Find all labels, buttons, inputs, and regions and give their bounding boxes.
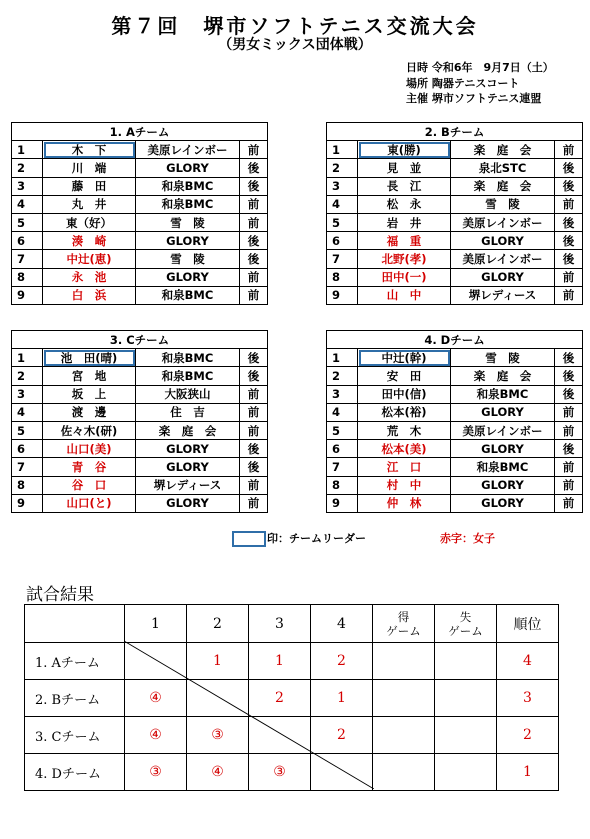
player-number: 9 [12, 494, 43, 512]
player-number: 9 [327, 494, 358, 512]
player-number: 7 [12, 250, 43, 268]
score-vs-4: 2 [311, 643, 373, 680]
player-number: 4 [327, 195, 358, 213]
player-club: 美原レインボー [451, 250, 555, 268]
player-club: 和泉BMC [451, 458, 555, 476]
score-vs-2: ③ [187, 717, 249, 754]
col-header-1: 1 [125, 605, 187, 643]
player-row [327, 286, 583, 304]
score-vs-3: ③ [249, 754, 311, 791]
player-number: 6 [12, 440, 43, 458]
player-club: GLORY [451, 403, 555, 421]
team-name: 3. Cチーム [12, 331, 268, 349]
rank: 1 [497, 754, 559, 791]
player-number: 5 [12, 213, 43, 231]
player-number: 7 [12, 458, 43, 476]
player-number: 8 [327, 268, 358, 286]
player-club: 美原レインボー [451, 421, 555, 439]
player-number: 3 [327, 177, 358, 195]
player-position: 後 [555, 367, 583, 385]
player-number: 7 [327, 458, 358, 476]
player-number: 3 [12, 385, 43, 403]
player-position: 前 [555, 476, 583, 494]
player-name: 松 永 [358, 195, 451, 213]
player-position: 後 [240, 440, 268, 458]
player-position: 前 [555, 268, 583, 286]
player-number: 6 [327, 440, 358, 458]
player-position: 後 [555, 250, 583, 268]
player-number: 8 [327, 476, 358, 494]
player-position: 前 [240, 268, 268, 286]
player-club: GLORY [136, 494, 240, 512]
team-name: 4. Dチーム [327, 331, 583, 349]
player-name: 田中(一) [358, 268, 451, 286]
player-name: 青 谷 [43, 458, 136, 476]
player-club: GLORY [136, 159, 240, 177]
player-number: 2 [327, 159, 358, 177]
player-row [12, 232, 268, 250]
leader-legend-text: 印：チームリーダー [267, 532, 366, 545]
player-position: 後 [555, 385, 583, 403]
games-won [373, 717, 435, 754]
player-name: 渡 邊 [43, 403, 136, 421]
player-club: GLORY [136, 440, 240, 458]
row-team: 3. Cチーム [25, 717, 125, 754]
player-club: 大阪狭山 [136, 385, 240, 403]
page-title: 第７回 堺市ソフトテニス交流大会 [111, 14, 479, 38]
player-position: 前 [240, 213, 268, 231]
score-vs-2: 1 [187, 643, 249, 680]
player-name: 長 江 [358, 177, 451, 195]
player-club: 和泉BMC [451, 385, 555, 403]
player-row [12, 159, 268, 177]
player-club: 堺レディース [451, 286, 555, 304]
player-club: GLORY [136, 458, 240, 476]
player-row [327, 458, 583, 476]
player-name: 岩 井 [358, 213, 451, 231]
player-club: GLORY [136, 232, 240, 250]
player-club: 和泉BMC [136, 177, 240, 195]
diagonal-line [124, 641, 374, 789]
player-name: 安 田 [358, 367, 451, 385]
player-row [327, 440, 583, 458]
player-name: 川 端 [43, 159, 136, 177]
player-number: 5 [12, 421, 43, 439]
team-table-3 [11, 330, 268, 513]
player-club: 雪 陵 [451, 349, 555, 367]
player-row [12, 141, 268, 159]
player-name: 谷 口 [43, 476, 136, 494]
player-row [327, 349, 583, 367]
player-name: 永 池 [43, 268, 136, 286]
player-number: 5 [327, 421, 358, 439]
player-number: 5 [327, 213, 358, 231]
player-row [12, 494, 268, 512]
row-team: 4. Dチーム [25, 754, 125, 791]
player-row [12, 349, 268, 367]
player-row [12, 195, 268, 213]
games-lost [435, 643, 497, 680]
player-name: 藤 田 [43, 177, 136, 195]
player-row [12, 250, 268, 268]
games-lost [435, 754, 497, 791]
player-row [12, 476, 268, 494]
player-position: 前 [240, 494, 268, 512]
player-row [12, 385, 268, 403]
player-position: 前 [555, 458, 583, 476]
player-name: 松本(美) [358, 440, 451, 458]
team-name: 1. Aチーム [12, 123, 268, 141]
player-club: GLORY [451, 494, 555, 512]
player-row [12, 440, 268, 458]
event-organizer: 主催 堺市ソフトテニス連盟 [406, 92, 542, 105]
player-number: 9 [12, 286, 43, 304]
player-number: 6 [327, 232, 358, 250]
player-row [327, 195, 583, 213]
player-club: 美原レインボー [136, 141, 240, 159]
player-name: 江 口 [358, 458, 451, 476]
player-position: 前 [555, 195, 583, 213]
score-vs-4: 1 [311, 680, 373, 717]
games-won [373, 680, 435, 717]
player-club: 和泉BMC [136, 367, 240, 385]
player-position: 後 [240, 458, 268, 476]
player-row [327, 268, 583, 286]
player-position: 後 [240, 177, 268, 195]
player-name: 山口(美) [43, 440, 136, 458]
player-row [12, 213, 268, 231]
win-header-line1: 得 [397, 609, 410, 624]
player-club: 和泉BMC [136, 349, 240, 367]
team-name: 2. Bチーム [327, 123, 583, 141]
games-won [373, 754, 435, 791]
player-position: 前 [555, 421, 583, 439]
player-row [327, 177, 583, 195]
team-table-1 [11, 122, 268, 305]
player-number: 6 [12, 232, 43, 250]
team-table-4 [326, 330, 583, 513]
player-club: 楽 庭 会 [451, 177, 555, 195]
score-vs-1: ④ [125, 717, 187, 754]
player-row [327, 403, 583, 421]
player-club: 雪 陵 [136, 250, 240, 268]
col-header-4: 4 [311, 605, 373, 643]
player-row [327, 476, 583, 494]
player-club: 堺レディース [136, 476, 240, 494]
player-position: 後 [555, 349, 583, 367]
player-number: 2 [327, 367, 358, 385]
player-name: 丸 井 [43, 195, 136, 213]
player-club: GLORY [136, 268, 240, 286]
col-header-loss [435, 605, 497, 643]
player-name: 中辻(幹) [358, 349, 451, 367]
player-row [327, 367, 583, 385]
player-row [327, 159, 583, 177]
player-number: 4 [12, 195, 43, 213]
player-number: 8 [12, 476, 43, 494]
results-corner [25, 605, 125, 643]
player-position: 後 [555, 232, 583, 250]
player-position: 前 [240, 385, 268, 403]
player-number: 1 [327, 349, 358, 367]
score-vs-3: 2 [249, 680, 311, 717]
player-row [12, 177, 268, 195]
player-name: 中辻(恵) [43, 250, 136, 268]
player-row [12, 268, 268, 286]
player-name: 東(勝) [358, 141, 451, 159]
player-number: 1 [12, 349, 43, 367]
player-row [327, 232, 583, 250]
event-info [406, 60, 554, 107]
player-position: 前 [555, 286, 583, 304]
player-club: 雪 陵 [136, 213, 240, 231]
rank: 2 [497, 717, 559, 754]
player-position: 後 [240, 159, 268, 177]
female-legend-text: 赤字：女子 [440, 532, 495, 545]
player-name: 福 重 [358, 232, 451, 250]
col-header-2: 2 [187, 605, 249, 643]
player-position: 前 [240, 195, 268, 213]
player-name: 村 中 [358, 476, 451, 494]
player-name: 佐々木(研) [43, 421, 136, 439]
player-club: 和泉BMC [136, 286, 240, 304]
player-club: 楽 庭 会 [136, 421, 240, 439]
player-club: 美原レインボー [451, 213, 555, 231]
player-name: 宮 地 [43, 367, 136, 385]
player-position: 後 [555, 213, 583, 231]
player-name: 山 中 [358, 286, 451, 304]
player-club: 楽 庭 会 [451, 367, 555, 385]
results-title: 試合結果 [26, 585, 94, 605]
player-name: 山口(と) [43, 494, 136, 512]
player-name: 木 下 [43, 141, 136, 159]
player-row [12, 367, 268, 385]
player-number: 8 [12, 268, 43, 286]
loss-header-line1: 失 [459, 609, 472, 624]
player-club: GLORY [451, 232, 555, 250]
player-name: 湊 崎 [43, 232, 136, 250]
player-club: 和泉BMC [136, 195, 240, 213]
score-vs-3: 1 [249, 643, 311, 680]
player-position: 後 [240, 232, 268, 250]
player-name: 池 田(晴) [43, 349, 136, 367]
player-row [327, 213, 583, 231]
player-club: 住 吉 [136, 403, 240, 421]
player-number: 2 [12, 367, 43, 385]
player-row [12, 421, 268, 439]
player-name: 坂 上 [43, 385, 136, 403]
player-number: 4 [327, 403, 358, 421]
player-number: 1 [12, 141, 43, 159]
player-club: GLORY [451, 440, 555, 458]
player-number: 3 [327, 385, 358, 403]
player-position: 前 [240, 421, 268, 439]
rank: 3 [497, 680, 559, 717]
player-position: 前 [240, 476, 268, 494]
event-date: 日時 令和6年 9月7日（土） [406, 61, 554, 74]
player-position: 後 [555, 177, 583, 195]
player-row [327, 250, 583, 268]
rank: 4 [497, 643, 559, 680]
loss-header-line2: ゲーム [448, 623, 483, 638]
player-position: 後 [555, 440, 583, 458]
player-position: 前 [240, 403, 268, 421]
player-row [327, 385, 583, 403]
row-team: 1. Aチーム [25, 643, 125, 680]
results-diagonal [124, 641, 374, 789]
page-subtitle: （男女ミックス団体戦） [218, 37, 372, 53]
col-header-rank: 順位 [497, 605, 559, 643]
player-position: 前 [555, 403, 583, 421]
player-name: 松本(裕) [358, 403, 451, 421]
player-name: 仲 林 [358, 494, 451, 512]
score-vs-2: ④ [187, 754, 249, 791]
player-club: GLORY [451, 476, 555, 494]
score-vs-4: 2 [311, 717, 373, 754]
games-won [373, 643, 435, 680]
player-position: 後 [240, 250, 268, 268]
player-club: 楽 庭 会 [451, 141, 555, 159]
player-number: 7 [327, 250, 358, 268]
player-row [327, 421, 583, 439]
games-lost [435, 680, 497, 717]
player-row [327, 494, 583, 512]
col-header-3: 3 [249, 605, 311, 643]
player-name: 白 浜 [43, 286, 136, 304]
player-row [12, 403, 268, 421]
player-name: 見 並 [358, 159, 451, 177]
player-name: 田中(信) [358, 385, 451, 403]
score-vs-1: ④ [125, 680, 187, 717]
player-position: 後 [555, 159, 583, 177]
player-position: 前 [555, 141, 583, 159]
player-name: 荒 木 [358, 421, 451, 439]
team-table-2 [326, 122, 583, 305]
player-position: 前 [240, 141, 268, 159]
player-position: 後 [240, 367, 268, 385]
score-vs-1: ③ [125, 754, 187, 791]
player-number: 3 [12, 177, 43, 195]
player-number: 2 [12, 159, 43, 177]
player-position: 前 [555, 494, 583, 512]
player-row [12, 286, 268, 304]
player-club: 雪 陵 [451, 195, 555, 213]
games-lost [435, 717, 497, 754]
player-club: 泉北STC [451, 159, 555, 177]
win-header-line2: ゲーム [386, 623, 421, 638]
player-position: 前 [240, 286, 268, 304]
player-row [12, 458, 268, 476]
player-row [327, 141, 583, 159]
player-club: GLORY [451, 268, 555, 286]
player-name: 東（好） [43, 213, 136, 231]
player-number: 4 [12, 403, 43, 421]
row-team: 2. Bチーム [25, 680, 125, 717]
player-number: 9 [327, 286, 358, 304]
col-header-win [373, 605, 435, 643]
player-number: 1 [327, 141, 358, 159]
event-venue: 場所 陶器テニスコート [406, 76, 520, 90]
player-name: 北野(孝) [358, 250, 451, 268]
player-position: 後 [240, 349, 268, 367]
leader-legend-box [232, 531, 266, 547]
